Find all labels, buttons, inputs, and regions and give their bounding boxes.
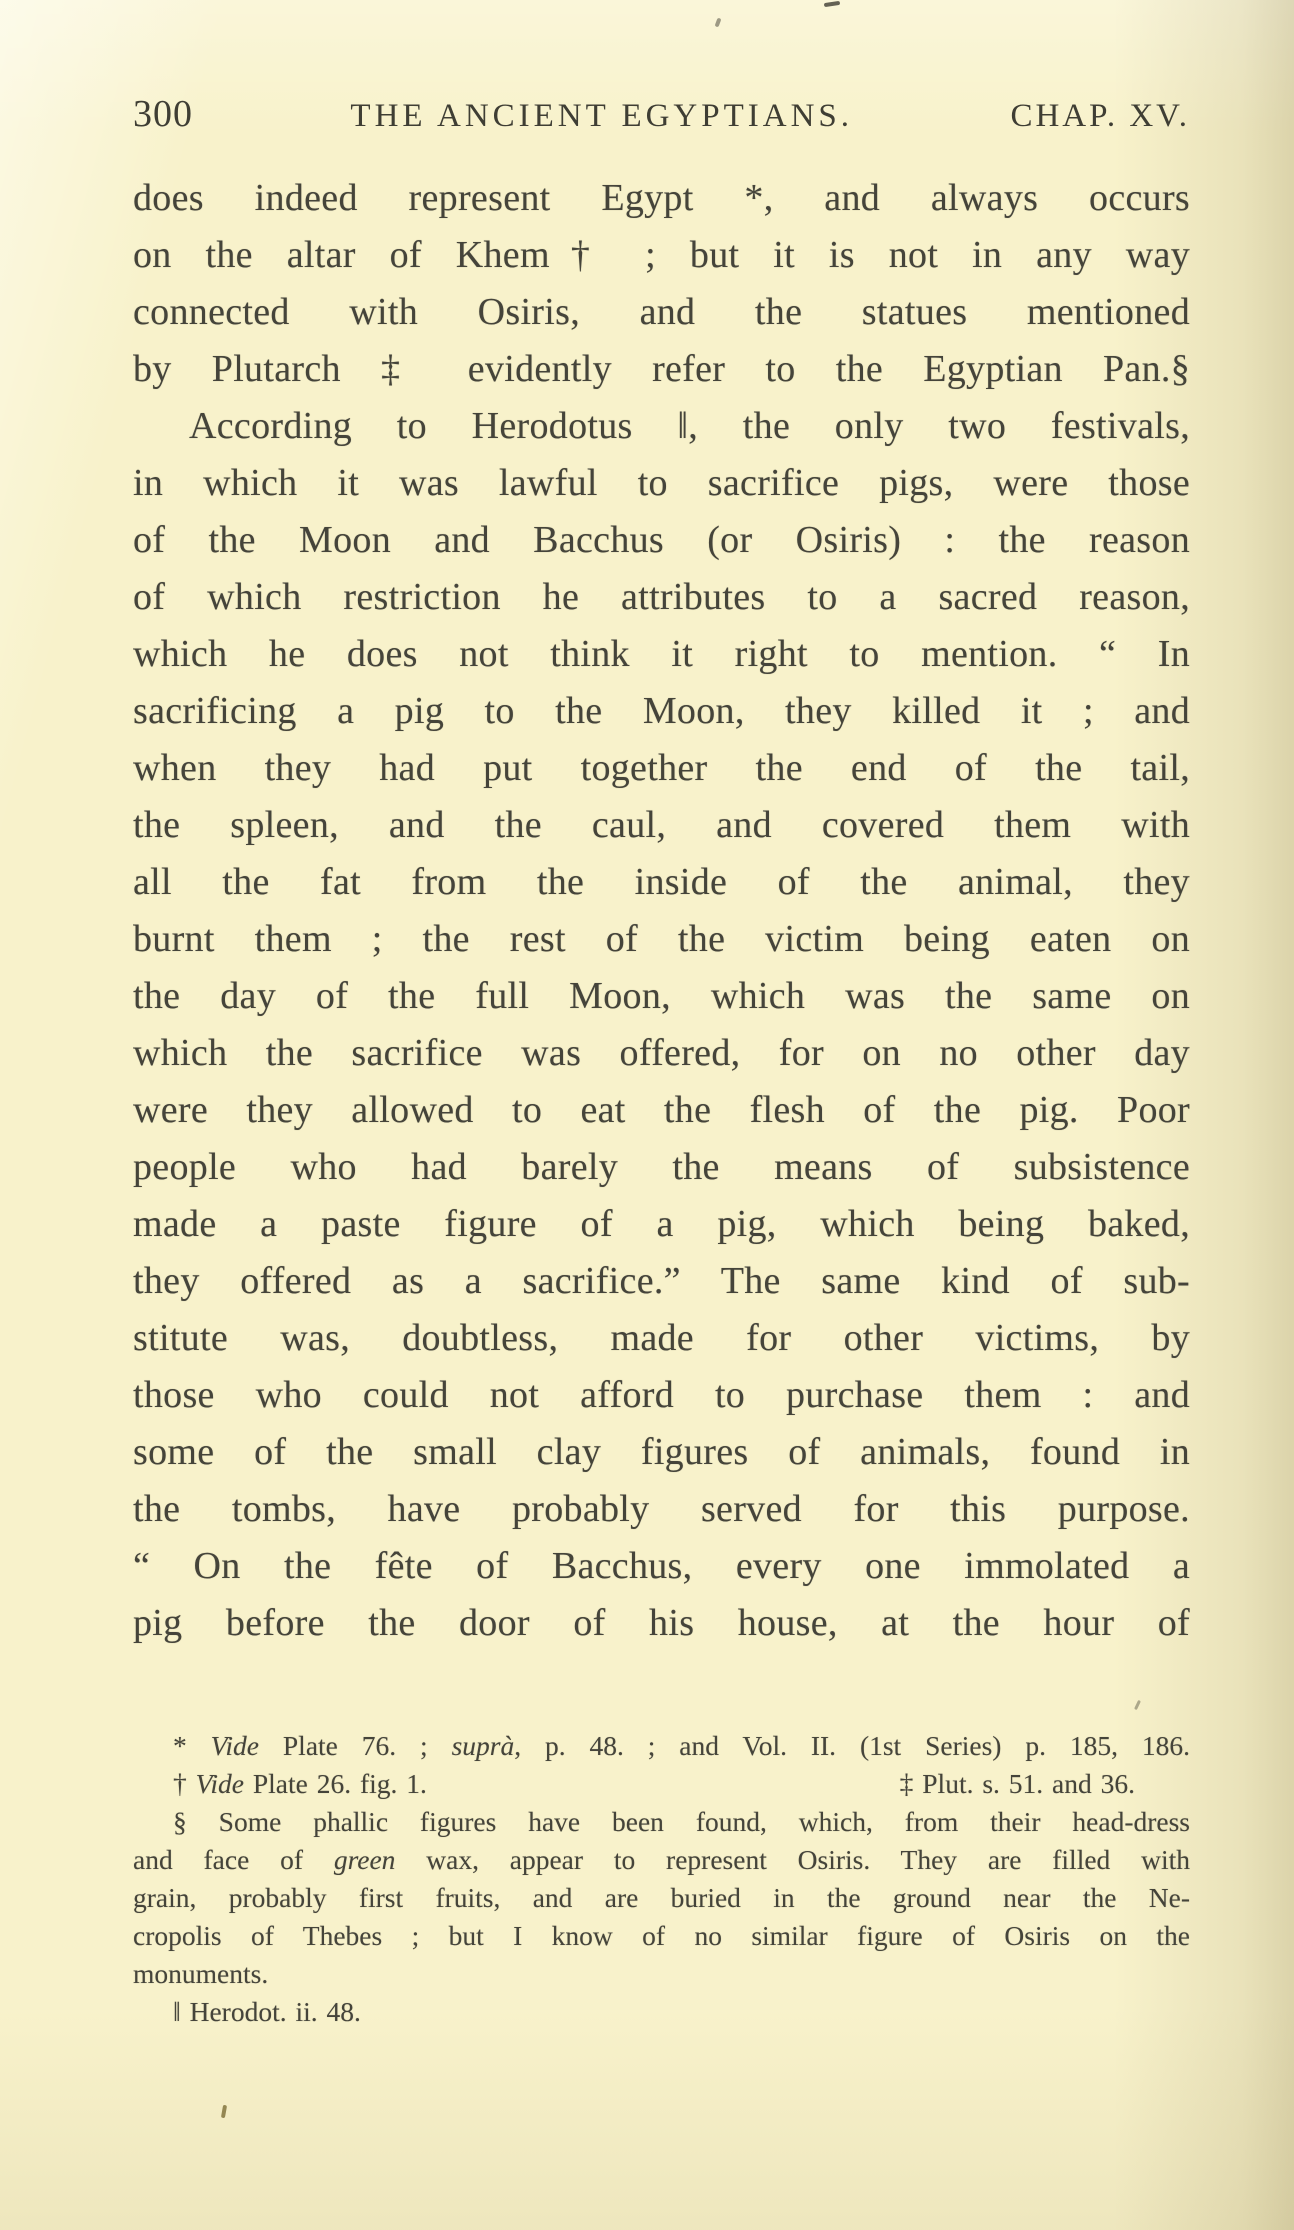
body-line: the day of the full Moon, which was the same on [133, 975, 1190, 1017]
body-line: on the altar of Khem† ; but it is not in any way [133, 234, 1190, 276]
body-line: does indeed represent Egypt *, and always occurs [133, 177, 1190, 219]
body-line: sacrificing a pig to the Moon, they killed it ; and [133, 690, 1190, 732]
scan-speck [715, 18, 722, 28]
page-number: 300 [133, 93, 193, 135]
running-title: THE ANCIENT EGYPTIANS. [350, 98, 854, 134]
footnote-line-dagger [133, 1765, 1190, 1803]
body-line: the spleen, and the caul, and covered them with [133, 804, 1190, 846]
body-line: all the fat from the inside of the animal, they [133, 861, 1190, 903]
footnote-line: cropolis of Thebes ; but I know of no similar figure of Osiris on the [133, 1920, 1190, 1951]
scan-speck [824, 1, 840, 7]
footnote-line: grain, probably first fruits, and are buried in the ground near the Ne- [133, 1882, 1190, 1913]
body-line: were they allowed to eat the flesh of the pig. Poor [133, 1089, 1190, 1131]
body-line: those who could not afford to purchase them : and [133, 1374, 1190, 1416]
footnote-double-dagger-right: ‡ Plut. s. 51. and 36. [899, 1768, 1135, 1799]
body-line: of the Moon and Bacchus (or Osiris) : the reason [133, 519, 1190, 561]
body-line: in which it was lawful to sacrifice pigs, were those [133, 462, 1190, 504]
body-line: connected with Osiris, and the statues mentioned [133, 291, 1190, 333]
body-line: the tombs, have probably served for this purpose. [133, 1488, 1190, 1530]
scan-speck [1134, 1700, 1141, 1710]
body-line: people who had barely the means of subsistence [133, 1146, 1190, 1188]
body-line: which he does not think it right to mention. “ In [133, 633, 1190, 675]
chapter-label: CHAP. XV. [1010, 98, 1190, 134]
body-line: some of the small clay figures of animals, found in [133, 1431, 1190, 1473]
body-line: of which restriction he attributes to a sacred reason, [133, 576, 1190, 618]
footnote-line-asterisk: * Vide Plate 76. ; suprà, p. 48. ; and Vol. II. (1st Series) p. 185, 186. [173, 1730, 1190, 1761]
footnote-line: monuments. [133, 1958, 269, 1989]
body-line-paragraph-start: According to Herodotus ‖, the only two festivals, [189, 405, 1190, 447]
body-line: “ On the fête of Bacchus, every one immolated a [133, 1545, 1190, 1587]
page-header [133, 92, 1190, 136]
body-line: made a paste figure of a pig, which being baked, [133, 1203, 1190, 1245]
body-line: pig before the door of his house, at the hour of [133, 1602, 1190, 1644]
body-line: burnt them ; the rest of the victim being eaten on [133, 918, 1190, 960]
scan-speck [221, 2105, 227, 2118]
body-text [133, 170, 1190, 1652]
body-line: they offered as a sacrifice.” The same kind of sub- [133, 1260, 1190, 1302]
body-line: by Plutarch ‡ evidently refer to the Egyptian Pan.§ [133, 348, 1190, 390]
body-line: when they had put together the end of the tail, [133, 747, 1190, 789]
footnote-dagger-left: † Vide Plate 26. fig. 1. [173, 1768, 427, 1799]
body-line: which the sacrifice was offered, for on no other day [133, 1032, 1190, 1074]
footnote-line-parallel: ‖ Herodot. ii. 48. [173, 1996, 361, 2027]
footnotes [133, 1727, 1190, 2031]
footnote-line-section: § Some phallic figures have been found, which, from their head-dress [173, 1806, 1190, 1837]
footnote-line: and face of green wax, appear to represent Osiris. They are filled with [133, 1844, 1190, 1875]
body-line: stitute was, doubtless, made for other victims, by [133, 1317, 1190, 1359]
